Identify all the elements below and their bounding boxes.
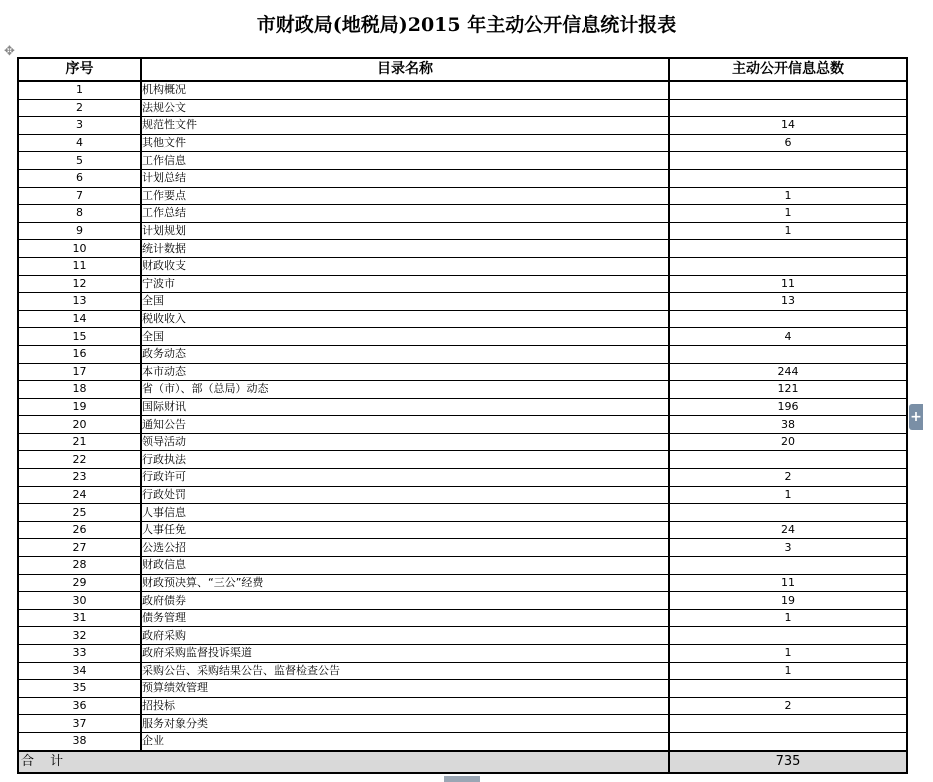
row-name: 财政信息 [141, 557, 669, 575]
row-number: 10 [18, 240, 141, 258]
row-name: 领导活动 [141, 433, 669, 451]
table-row [18, 222, 907, 240]
row-name: 政府采购监督投诉渠道 [141, 645, 669, 663]
row-name: 企业 [141, 732, 669, 750]
row-number: 29 [18, 574, 141, 592]
row-name: 服务对象分类 [141, 715, 669, 733]
page-title: 市财政局(地税局)2015 年主动公开信息统计报表 [256, 14, 677, 36]
row-name: 人事信息 [141, 504, 669, 522]
row-count: 196 [669, 398, 907, 416]
total-value: 735 [669, 751, 907, 773]
row-name: 预算绩效管理 [141, 680, 669, 698]
table-row [18, 504, 907, 522]
row-name: 工作要点 [141, 187, 669, 205]
header-row [18, 58, 907, 81]
row-name: 人事任免 [141, 521, 669, 539]
row-count: 1 [669, 205, 907, 223]
table-row [18, 433, 907, 451]
table-row [18, 310, 907, 328]
table-row [18, 416, 907, 434]
table-row [18, 521, 907, 539]
row-number: 4 [18, 134, 141, 152]
table-row [18, 81, 907, 99]
row-number: 37 [18, 715, 141, 733]
row-number: 33 [18, 645, 141, 663]
row-number: 2 [18, 99, 141, 117]
row-number: 32 [18, 627, 141, 645]
row-name: 省（市）、部（总局）动态 [141, 381, 669, 399]
row-name: 法规公文 [141, 99, 669, 117]
row-count [669, 504, 907, 522]
table-row [18, 169, 907, 187]
table-row [18, 240, 907, 258]
table-row [18, 205, 907, 223]
row-name: 其他文件 [141, 134, 669, 152]
table-row [18, 557, 907, 575]
row-count [669, 257, 907, 275]
row-name: 政务动态 [141, 345, 669, 363]
row-count: 14 [669, 117, 907, 135]
row-number: 28 [18, 557, 141, 575]
table-row [18, 451, 907, 469]
row-count: 13 [669, 293, 907, 311]
row-number: 24 [18, 486, 141, 504]
row-name: 机构概况 [141, 81, 669, 99]
row-count [669, 99, 907, 117]
row-count: 1 [669, 645, 907, 663]
table-row [18, 257, 907, 275]
row-number: 36 [18, 697, 141, 715]
row-number: 7 [18, 187, 141, 205]
row-number: 23 [18, 469, 141, 487]
table-row [18, 345, 907, 363]
row-count [669, 680, 907, 698]
resize-handle[interactable] [444, 776, 480, 782]
row-number: 15 [18, 328, 141, 346]
table-row [18, 715, 907, 733]
row-number: 34 [18, 662, 141, 680]
table-move-handle-icon[interactable]: ✥ [4, 44, 15, 59]
row-count [669, 81, 907, 99]
row-number: 31 [18, 609, 141, 627]
row-count: 244 [669, 363, 907, 381]
total-row [18, 751, 907, 773]
row-number: 20 [18, 416, 141, 434]
row-name: 政府采购 [141, 627, 669, 645]
table-row [18, 363, 907, 381]
row-name: 行政执法 [141, 451, 669, 469]
row-number: 14 [18, 310, 141, 328]
row-count [669, 732, 907, 750]
row-number: 38 [18, 732, 141, 750]
row-number: 17 [18, 363, 141, 381]
row-count [669, 627, 907, 645]
table-row [18, 99, 907, 117]
row-number: 27 [18, 539, 141, 557]
row-name: 财政预决算、“三公”经费 [141, 574, 669, 592]
row-count: 38 [669, 416, 907, 434]
header-name: 目录名称 [141, 58, 669, 81]
row-name: 本市动态 [141, 363, 669, 381]
row-name: 国际财讯 [141, 398, 669, 416]
row-count: 1 [669, 609, 907, 627]
row-name: 税收收入 [141, 310, 669, 328]
row-number: 30 [18, 592, 141, 610]
table-row [18, 539, 907, 557]
row-name: 债务管理 [141, 609, 669, 627]
row-count: 1 [669, 662, 907, 680]
row-number: 26 [18, 521, 141, 539]
table-row [18, 680, 907, 698]
row-number: 3 [18, 117, 141, 135]
table-row [18, 469, 907, 487]
row-name: 公选公招 [141, 539, 669, 557]
row-count: 19 [669, 592, 907, 610]
row-count: 1 [669, 486, 907, 504]
row-count [669, 715, 907, 733]
header-no: 序号 [18, 58, 141, 81]
row-name: 采购公告、采购结果公告、监督检查公告 [141, 662, 669, 680]
row-count [669, 152, 907, 170]
table-row [18, 645, 907, 663]
row-number: 12 [18, 275, 141, 293]
row-number: 25 [18, 504, 141, 522]
row-number: 9 [18, 222, 141, 240]
row-number: 22 [18, 451, 141, 469]
row-name: 行政处罚 [141, 486, 669, 504]
table-row [18, 275, 907, 293]
row-name: 行政许可 [141, 469, 669, 487]
row-number: 11 [18, 257, 141, 275]
row-count: 3 [669, 539, 907, 557]
row-count: 2 [669, 697, 907, 715]
row-count: 20 [669, 433, 907, 451]
header-count: 主动公开信息总数 [669, 58, 907, 81]
row-name: 工作总结 [141, 205, 669, 223]
row-number: 16 [18, 345, 141, 363]
row-name: 统计数据 [141, 240, 669, 258]
table-row [18, 117, 907, 135]
table-row [18, 152, 907, 170]
row-name: 政府债券 [141, 592, 669, 610]
row-count: 2 [669, 469, 907, 487]
row-count: 4 [669, 328, 907, 346]
table-row [18, 627, 907, 645]
table-row [18, 398, 907, 416]
row-number: 5 [18, 152, 141, 170]
row-number: 13 [18, 293, 141, 311]
table-row [18, 381, 907, 399]
row-name: 宁波市 [141, 275, 669, 293]
table-row [18, 662, 907, 680]
row-count: 6 [669, 134, 907, 152]
row-name: 计划总结 [141, 169, 669, 187]
row-count: 121 [669, 381, 907, 399]
row-count [669, 169, 907, 187]
row-number: 35 [18, 680, 141, 698]
row-number: 8 [18, 205, 141, 223]
row-count: 1 [669, 187, 907, 205]
row-count: 24 [669, 521, 907, 539]
row-name: 规范性文件 [141, 117, 669, 135]
row-number: 6 [18, 169, 141, 187]
table-row [18, 486, 907, 504]
total-label: 合 计 [18, 751, 669, 773]
table-row [18, 134, 907, 152]
row-number: 21 [18, 433, 141, 451]
table-row [18, 293, 907, 311]
row-name: 财政收支 [141, 257, 669, 275]
row-count [669, 240, 907, 258]
row-count [669, 451, 907, 469]
table-row [18, 328, 907, 346]
table-row [18, 187, 907, 205]
row-number: 19 [18, 398, 141, 416]
table-row [18, 609, 907, 627]
row-number: 18 [18, 381, 141, 399]
row-name: 计划规划 [141, 222, 669, 240]
table-row [18, 732, 907, 750]
row-name: 全国 [141, 293, 669, 311]
row-count: 11 [669, 275, 907, 293]
table-row [18, 574, 907, 592]
row-count: 1 [669, 222, 907, 240]
row-count [669, 345, 907, 363]
row-name: 通知公告 [141, 416, 669, 434]
row-count: 11 [669, 574, 907, 592]
table-row [18, 697, 907, 715]
stats-table [17, 57, 908, 774]
add-column-icon[interactable]: + [909, 404, 923, 430]
row-number: 1 [18, 81, 141, 99]
row-name: 工作信息 [141, 152, 669, 170]
row-name: 全国 [141, 328, 669, 346]
row-name: 招投标 [141, 697, 669, 715]
row-count [669, 557, 907, 575]
row-count [669, 310, 907, 328]
table-row [18, 592, 907, 610]
